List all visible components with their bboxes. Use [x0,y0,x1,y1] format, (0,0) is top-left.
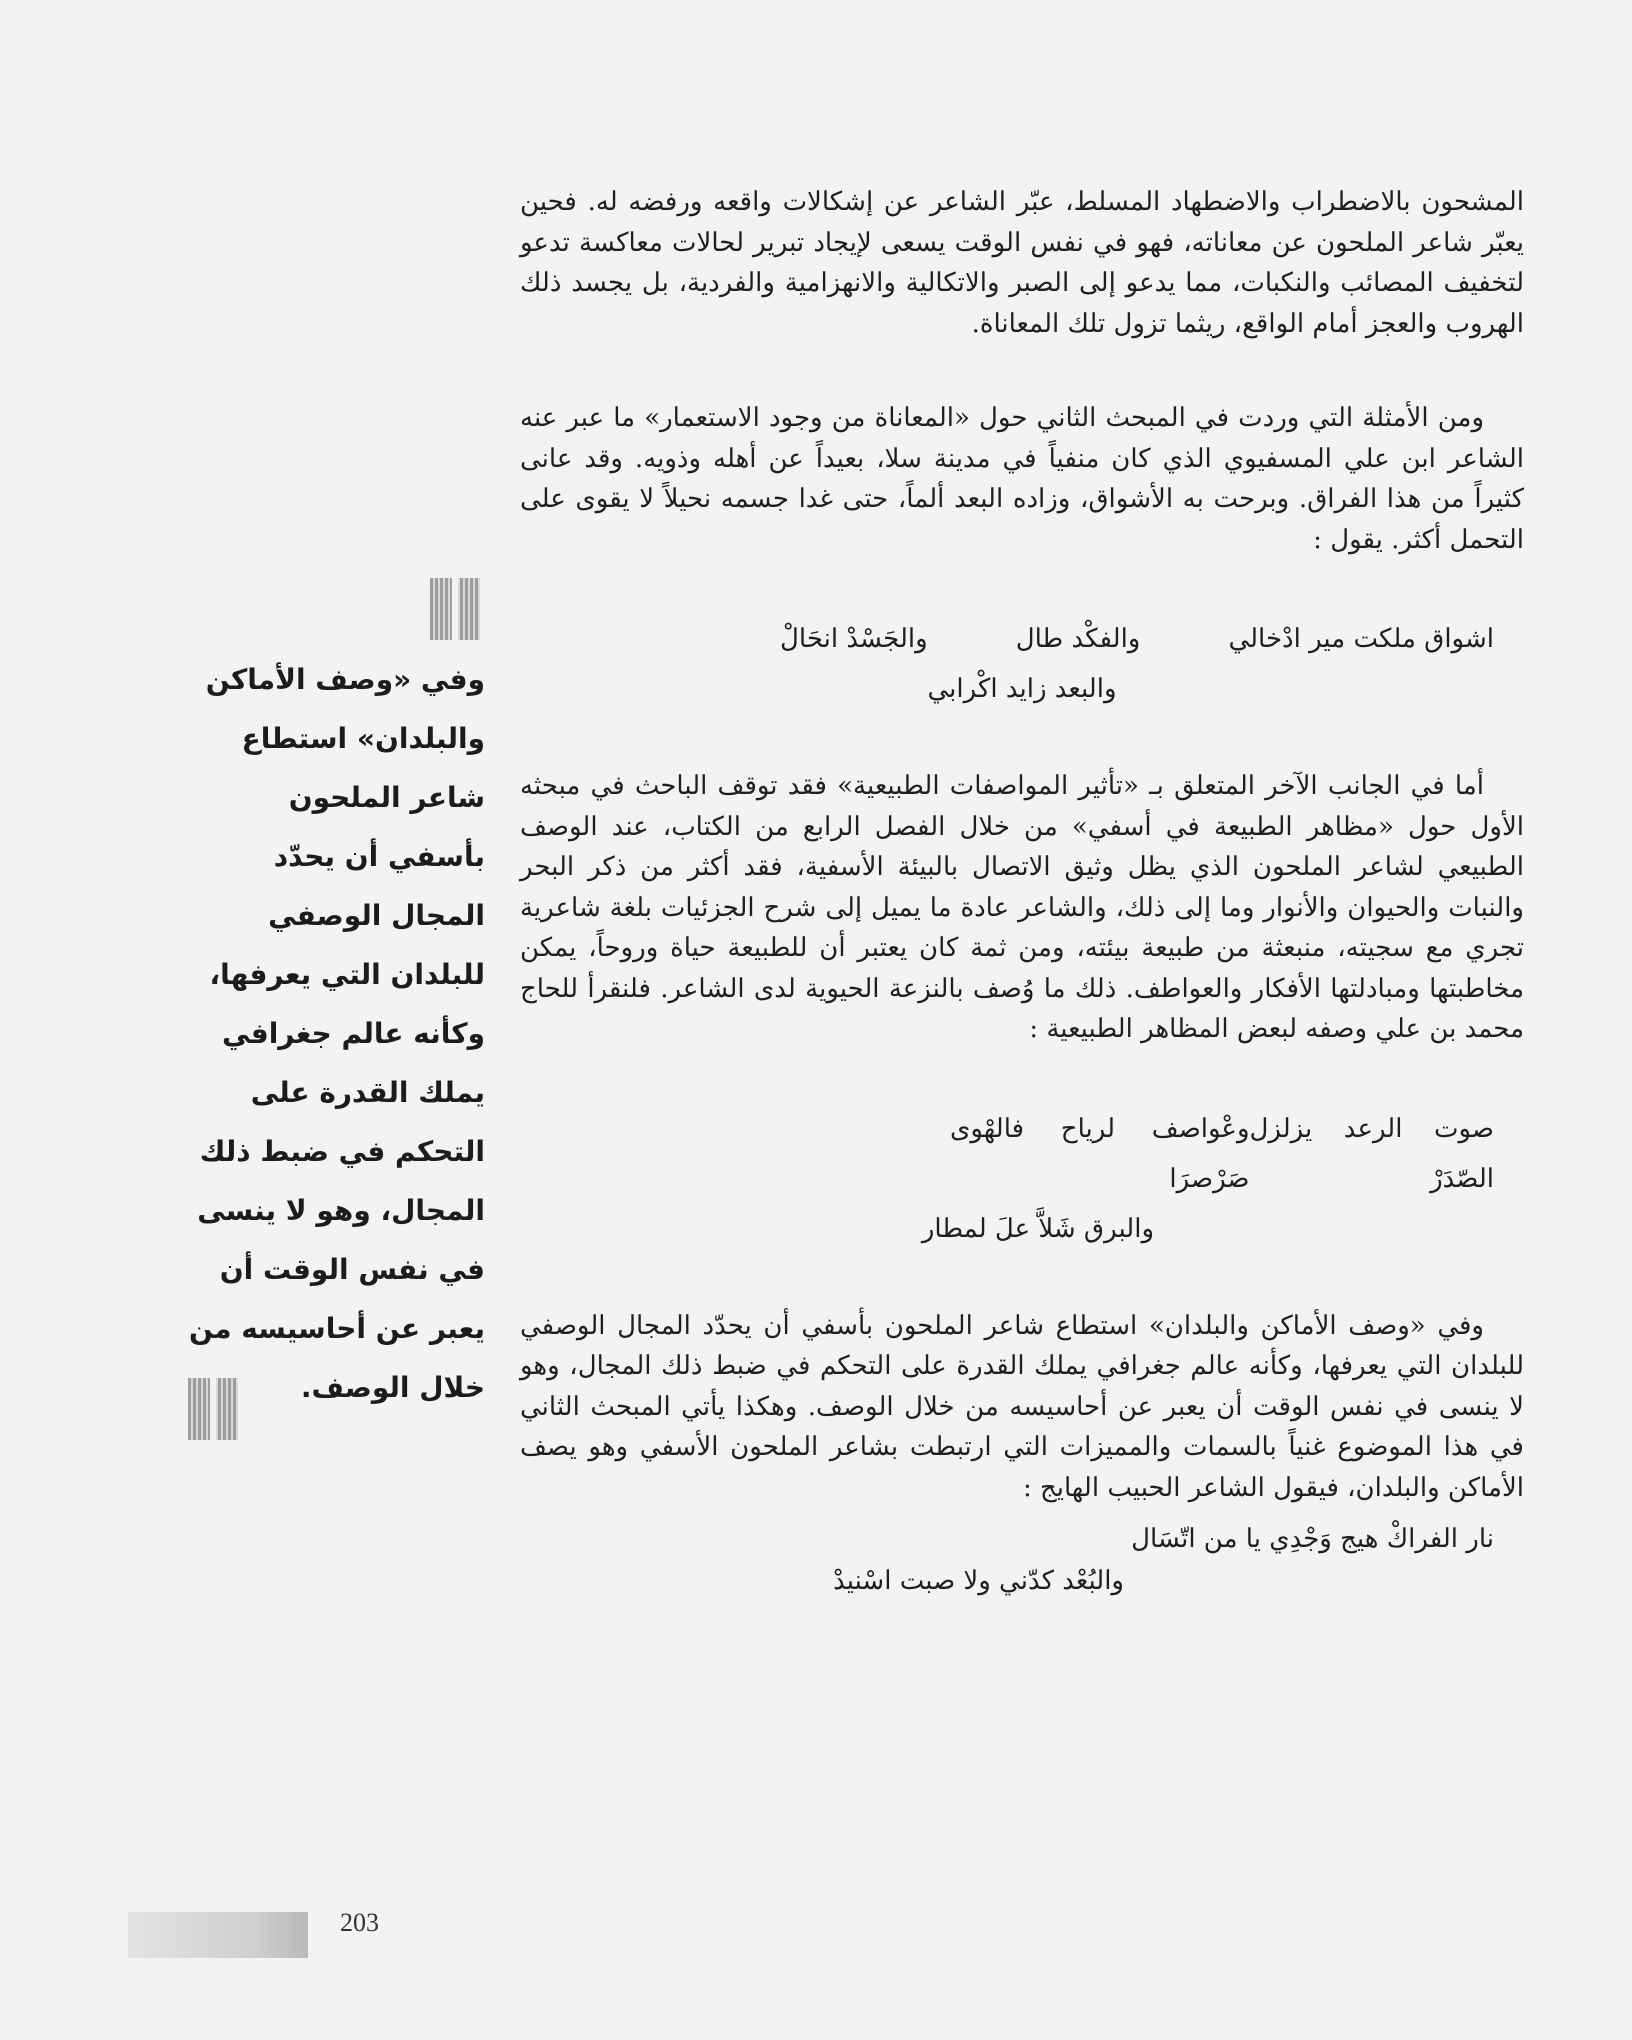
poem-hemistich: والبرق شَلاَّ علَ لمطار [921,1213,1154,1244]
poem-line [520,1204,1524,1254]
poem-hemistich: والبعد زايد اكْرابي [927,674,1117,704]
paragraph-3: أما في الجانب الآخر المتعلق بـ «تأثير المواصفات الطبيعية» فقد توقف الباحث في مبحثه الأول حول «مظاهر الطبيعة في أسفي» من خلال الفصل الرابع من الكتاب، عند الوصف الطبيعي لشاعر الملحون الذي يظل وثيق الاتصال بالبيئة الأسفية، فقد أكثر من ذكر البحر والنبات والحيوان والأنوار وما إلى ذلك، والشاعر عادة ما يميل إلى شرح الجزئيات بلغة شاعرية تجري مع سجيته، منبعثة من طبيعة بيئته، ومن ثمة كان يعتبر أن للطبيعة حياة وروحاً، يمكن مخاطبتها ومبادلتها الأفكار والعواطف. ذلك ما وُصف بالنزعة الحيوية لدى الشاعر. فلنقرأ للحاج محمد بن علي وصفه لبعض المظاهر الطبيعية : [520,771,1524,1044]
poem-hemistich: وعْواصف لرياح فالهْوى صَرْصرَا [950,1113,1250,1194]
poem-verse-3 [520,1518,1524,1602]
paragraph-2: ومن الأمثلة التي وردت في المبحث الثاني حول «المعاناة من وجود الاستعمار» ما عبر عنه الشاعر ابن علي المسفيوي الذي كان منفياً في مدينة سلا، بعيداً عن أهله وذويه. وقد عانى كثيراً من هذا الفراق. وبرحت به الأشواق، وزاده البعد ألماً، حتى غدا جسمه نحيلاً لا يقوى على التحمل أكثر. يقول : [520,403,1524,555]
footer-decoration [128,1912,308,1958]
quote-open-icon [430,578,480,640]
poem-verse-2 [520,1104,1524,1254]
pull-quote: وفي «وصف الأماكن والبلدان» استطاع شاعر الملحون بأسفي أن يحدّد المجال الوصفي للبلدان التي يعرفها، وكأنه عالم جغرافي يملك القدرة على التحكم في ضبط ذلك المجال، وهو لا ينسى في نفس الوقت أن يعبر عن أحاسيسه من خلال الوصف. [189,663,485,1404]
page-number: 203 [340,1908,379,1937]
poem-hemistich: والجَسْدْ انحَالْ [780,624,928,654]
poem-line: والبُعْد كدّني ولا صبت اسْنيدْ [833,1566,1124,1596]
main-text-column [520,182,1524,1602]
poem-hemistich: والفكْد طال [1015,624,1141,654]
poem-line [520,664,1524,714]
poem-hemistich: صوت الرعد يزلزل الصّدَرْ [1249,1113,1494,1194]
poem-line [520,1104,1524,1204]
paragraph-1: المشحون بالاضطراب والاضطهاد المسلط، عبّر الشاعر عن إشكالات واقعه ورفضه له. فحين يعبّر شاعر الملحون عن معاناته، فهو في نفس الوقت يسعى لإيجاد تبرير لحالات معاكسة تدعو لتخفيف المصائب والنكبات، مما يدعو إلى الصبر والاتكالية والانهزامية والفردية، بل يجسد ذلك الهروب والعجز أمام الواقع، ريثما تزول تلك المعاناة. [520,187,1524,339]
poem-line [520,614,1524,664]
poem-hemistich: اشواق ملكت مير ادْخالي [1228,624,1494,654]
quote-close-icon [188,1378,238,1440]
poem-line: نار الفراكْ هيج وَجْدِي يا من اتّسَال [1131,1524,1494,1554]
poem-verse-1 [520,614,1524,714]
paragraph-4: وفي «وصف الأماكن والبلدان» استطاع شاعر الملحون بأسفي أن يحدّد المجال الوصفي للبلدان التي يعرفها، وكأنه عالم جغرافي يملك القدرة على التحكم في ضبط ذلك المجال، وهو لا ينسى في نفس الوقت أن يعبر عن أحاسيسه من خلال الوصف. وهكذا يأتي المبحث الثاني في هذا الموضوع غنياً بالسمات والمميزات التي ارتبطت بشاعر الملحون الأسفي وهو يصف الأماكن والبلدان، فيقول الشاعر الحبيب الهايج : [520,1310,1524,1503]
